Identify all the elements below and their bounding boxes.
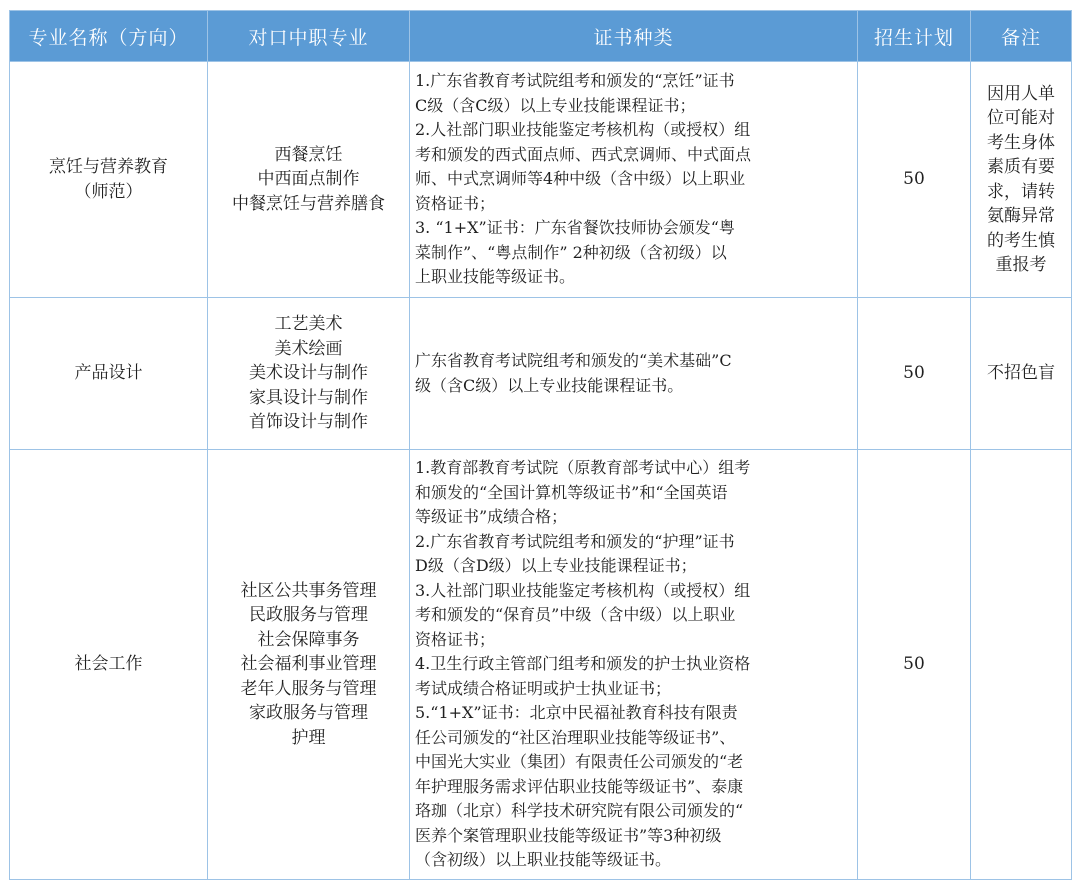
remark-line: 因用人单	[987, 83, 1055, 104]
certificate-line: 资格证书；	[415, 629, 496, 649]
vocational-item: 中餐烹饪与营养膳食	[232, 193, 385, 214]
vocational-item: 美术绘画	[274, 338, 343, 359]
certificate-line: 级（含C级）以上专业技能课程证书。	[415, 375, 684, 395]
header-enrollment-plan: 招生计划	[858, 11, 971, 62]
certificate-line: 年护理服务需求评估职业技能等级证书”、泰康	[415, 776, 744, 796]
vocational-item: 西餐烹饪	[274, 144, 343, 165]
remark-line: 氨酶异常	[987, 206, 1055, 226]
certificate-line: 资格证书；	[415, 193, 496, 213]
certificate-line: 考试成绩合格证明或护士执业证书；	[415, 678, 672, 698]
vocational-item: 家政服务与管理	[249, 703, 368, 724]
certificate-line: 1.教育部教育考试院（原教育部考试中心）组考	[415, 458, 751, 478]
enrollment-plan-cell: 50	[858, 62, 971, 298]
vocational-cell	[208, 298, 410, 450]
major-line: （师范）	[74, 181, 143, 202]
certificate-line: 2.广东省教育考试院组考和颁发的“护理”证书	[415, 531, 735, 551]
table-row	[10, 450, 1072, 880]
certificate-line: 1.广东省教育考试院组考和颁发的“烹饪”证书	[415, 71, 735, 91]
table-row	[10, 62, 1072, 298]
enrollment-plan-cell: 50	[858, 298, 971, 450]
certificate-line: 上职业技能等级证书。	[415, 267, 576, 287]
certificate-cell	[410, 450, 858, 880]
certificate-line: 考和颁发的西式面点师、西式烹调师、中式面点	[415, 144, 752, 164]
major-cell	[10, 298, 208, 450]
certificate-line: 和颁发的“全国计算机等级证书”和“全国英语	[415, 482, 728, 502]
remark-line: 不招色盲	[987, 363, 1055, 384]
vocational-item: 工艺美术	[274, 314, 343, 335]
remark-cell	[971, 62, 1072, 298]
enrollment-plan-cell: 50	[858, 450, 971, 880]
certificate-line: 3. “1+X”证书：广东省餐饮技师协会颁发“粤	[415, 218, 735, 238]
vocational-item: 护理	[291, 727, 326, 748]
certificate-line: 3.人社部门职业技能鉴定考核机构（或授权）组	[415, 580, 751, 600]
remark-line: 的考生慎	[987, 230, 1055, 251]
vocational-item: 社会保障事务	[257, 629, 360, 650]
vocational-item: 家具设计与制作	[249, 387, 368, 408]
certificate-line: 2.人社部门职业技能鉴定考核机构（或授权）组	[415, 120, 751, 140]
major-line: 产品设计	[74, 363, 143, 384]
table-header-row	[10, 11, 1072, 62]
certificate-line: C级（含C级）以上专业技能课程证书；	[415, 95, 696, 115]
remark-cell	[971, 298, 1072, 450]
certificate-line: 任公司颁发的“社区治理职业技能等级证书”、	[415, 727, 736, 747]
header-vocational-major: 对口中职专业	[208, 11, 410, 62]
remark-line: 重报考	[995, 255, 1047, 275]
certificate-line: D级（含D级）以上专业技能课程证书；	[415, 556, 697, 576]
vocational-cell	[208, 450, 410, 880]
certificate-cell	[410, 298, 858, 450]
remark-line: 求，请转	[987, 181, 1055, 202]
certificate-line: 菜制作”、“粤点制作” 2种初级（含初级）以	[415, 242, 727, 262]
vocational-item: 中西面点制作	[257, 169, 360, 190]
certificate-cell	[410, 62, 858, 298]
header-remark: 备注	[971, 11, 1072, 62]
vocational-item: 首饰设计与制作	[249, 412, 368, 433]
certificate-line: 考和颁发的“保育员”中级（含中级）以上职业	[415, 605, 736, 625]
certificate-line: 中国光大实业（集团）有限责任公司颁发的“老	[415, 752, 744, 772]
remark-line: 素质有要	[987, 157, 1055, 177]
certificate-line: 广东省教育考试院组考和颁发的“美术基础”C	[415, 351, 732, 370]
vocational-cell	[208, 62, 410, 298]
remark-line: 考生身体	[987, 132, 1055, 153]
major-line: 社会工作	[74, 654, 143, 675]
certificate-line: 等级证书”成绩合格；	[415, 507, 568, 527]
enrollment-table	[9, 10, 1072, 880]
certificate-line: 师、中式烹调师等4种中级（含中级）以上职业	[415, 169, 746, 189]
certificate-line: 4.卫生行政主管部门组考和颁发的护士执业资格	[415, 654, 751, 674]
remark-line: 位可能对	[987, 108, 1055, 128]
major-line: 烹饪与营养教育	[49, 157, 168, 177]
vocational-item: 民政服务与管理	[249, 605, 368, 626]
certificate-line: 医养个案管理职业技能等级证书”等3种初级	[415, 825, 722, 845]
header-certificate-type: 证书种类	[410, 11, 858, 62]
certificate-line: （含初级）以上职业技能等级证书。	[415, 850, 672, 870]
vocational-item: 美术设计与制作	[249, 363, 368, 384]
major-cell	[10, 62, 208, 298]
major-cell	[10, 450, 208, 880]
certificate-line: 珞珈（北京）科学技术研究院有限公司颁发的“	[415, 801, 744, 821]
certificate-line: 5.“1+X”证书：北京中民福祉教育科技有限责	[415, 703, 738, 723]
remark-cell	[971, 450, 1072, 880]
vocational-item: 社区公共事务管理	[240, 580, 377, 601]
header-major: 专业名称（方向）	[10, 11, 208, 62]
vocational-item: 老年人服务与管理	[240, 678, 377, 699]
vocational-item: 社会福利事业管理	[240, 654, 377, 675]
table-row	[10, 298, 1072, 450]
